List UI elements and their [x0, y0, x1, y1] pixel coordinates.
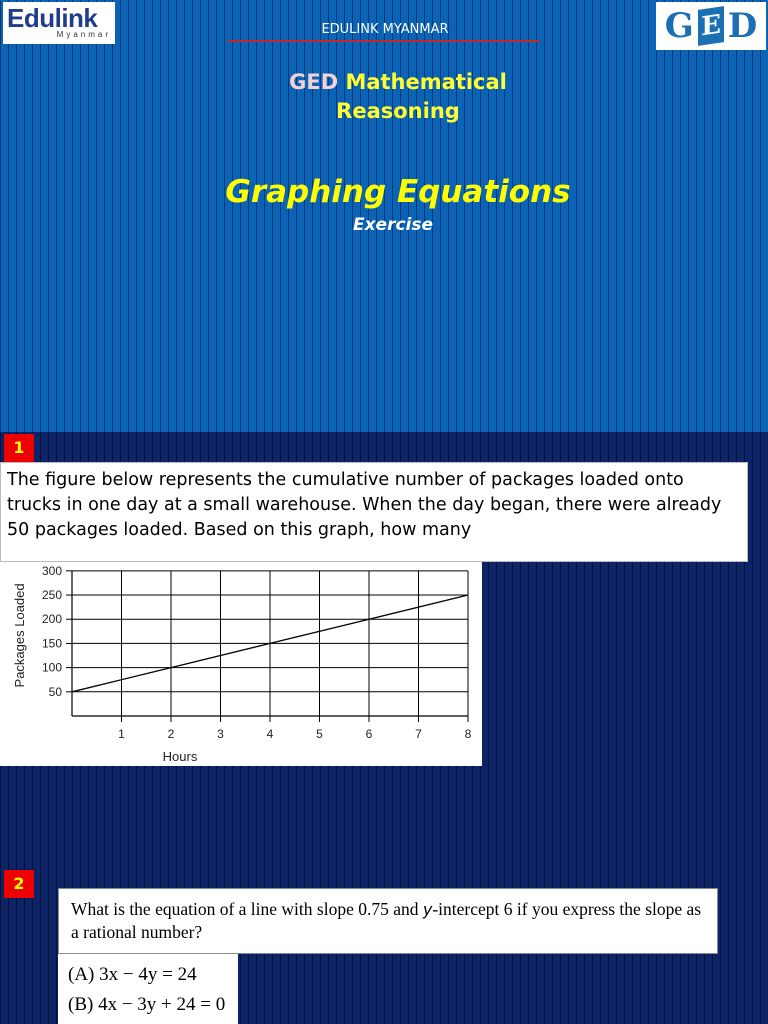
- x-tick-label-8: 8: [464, 727, 472, 741]
- packages-chart-svg: [0, 562, 482, 766]
- y-tick-label-200: 200: [41, 612, 62, 627]
- y-tick-label-300: 300: [41, 563, 62, 578]
- x-tick-label-1: 1: [118, 727, 125, 741]
- edulink-logo-subtext: Myanmar: [56, 30, 111, 39]
- x-tick-label-4: 4: [266, 727, 274, 741]
- x-axis-label: Hours: [162, 749, 198, 764]
- topic-title: Graphing Equations: [225, 174, 571, 210]
- packages-chart: [0, 562, 482, 766]
- x-tick-label-7: 7: [415, 727, 422, 741]
- y-tick-label-100: 100: [41, 660, 62, 675]
- question-2-text-part2: -intercept 6 if you express the slope as a rational number?: [71, 899, 702, 942]
- y-tick-label-50: 50: [48, 684, 62, 699]
- x-tick-label-5: 5: [316, 727, 323, 741]
- question-2-text-part1: What is the equation of a line with slope 0.75 and: [71, 899, 423, 919]
- header-divider: [228, 40, 540, 42]
- edulink-logo-text: Edulink: [7, 3, 98, 33]
- choice-b[interactable]: [68, 990, 228, 1020]
- choice-b-label: (B): [68, 994, 94, 1015]
- ged-logo-g: G: [664, 6, 694, 46]
- y-axis-label: Packages Loaded: [12, 583, 27, 688]
- choice-a-label: (A): [68, 964, 95, 985]
- ged-logo-d: D: [727, 6, 758, 46]
- course-title: [200, 68, 596, 126]
- course-title-ged: GED: [289, 70, 339, 94]
- y-tick-label-250: 250: [41, 588, 62, 603]
- x-tick-label-3: 3: [217, 727, 224, 741]
- question-1-text: The figure below represents the cumulative number of packages loaded onto trucks in one day at a small warehouse. When the day began, there were already 50 packages loaded. Based on this graph, how many: [0, 462, 748, 562]
- choice-b-expr: 4x − 3y + 24 = 0: [98, 994, 226, 1015]
- ged-logo: [656, 2, 766, 50]
- header-title: EDULINK MYANMAR: [321, 22, 449, 37]
- x-tick-label-2: 2: [167, 727, 175, 741]
- edulink-logo: [3, 2, 115, 44]
- choice-a-expr: 3x − 4y = 24: [99, 964, 197, 985]
- ged-logo-e: E: [698, 6, 724, 46]
- topic-subtitle: Exercise: [352, 215, 434, 235]
- question-2-badge: 2: [4, 870, 34, 898]
- y-tick-label-150: 150: [41, 636, 62, 651]
- choice-a[interactable]: [68, 960, 228, 990]
- question-2-text: [58, 888, 718, 954]
- course-title-line1: Mathematical: [345, 70, 507, 94]
- question-2-choices: [58, 954, 238, 1024]
- question-2-text-variable: y: [422, 900, 433, 919]
- question-1-badge: 1: [4, 434, 34, 462]
- x-tick-label-6: 6: [365, 727, 373, 741]
- course-title-line2: Reasoning: [336, 99, 460, 123]
